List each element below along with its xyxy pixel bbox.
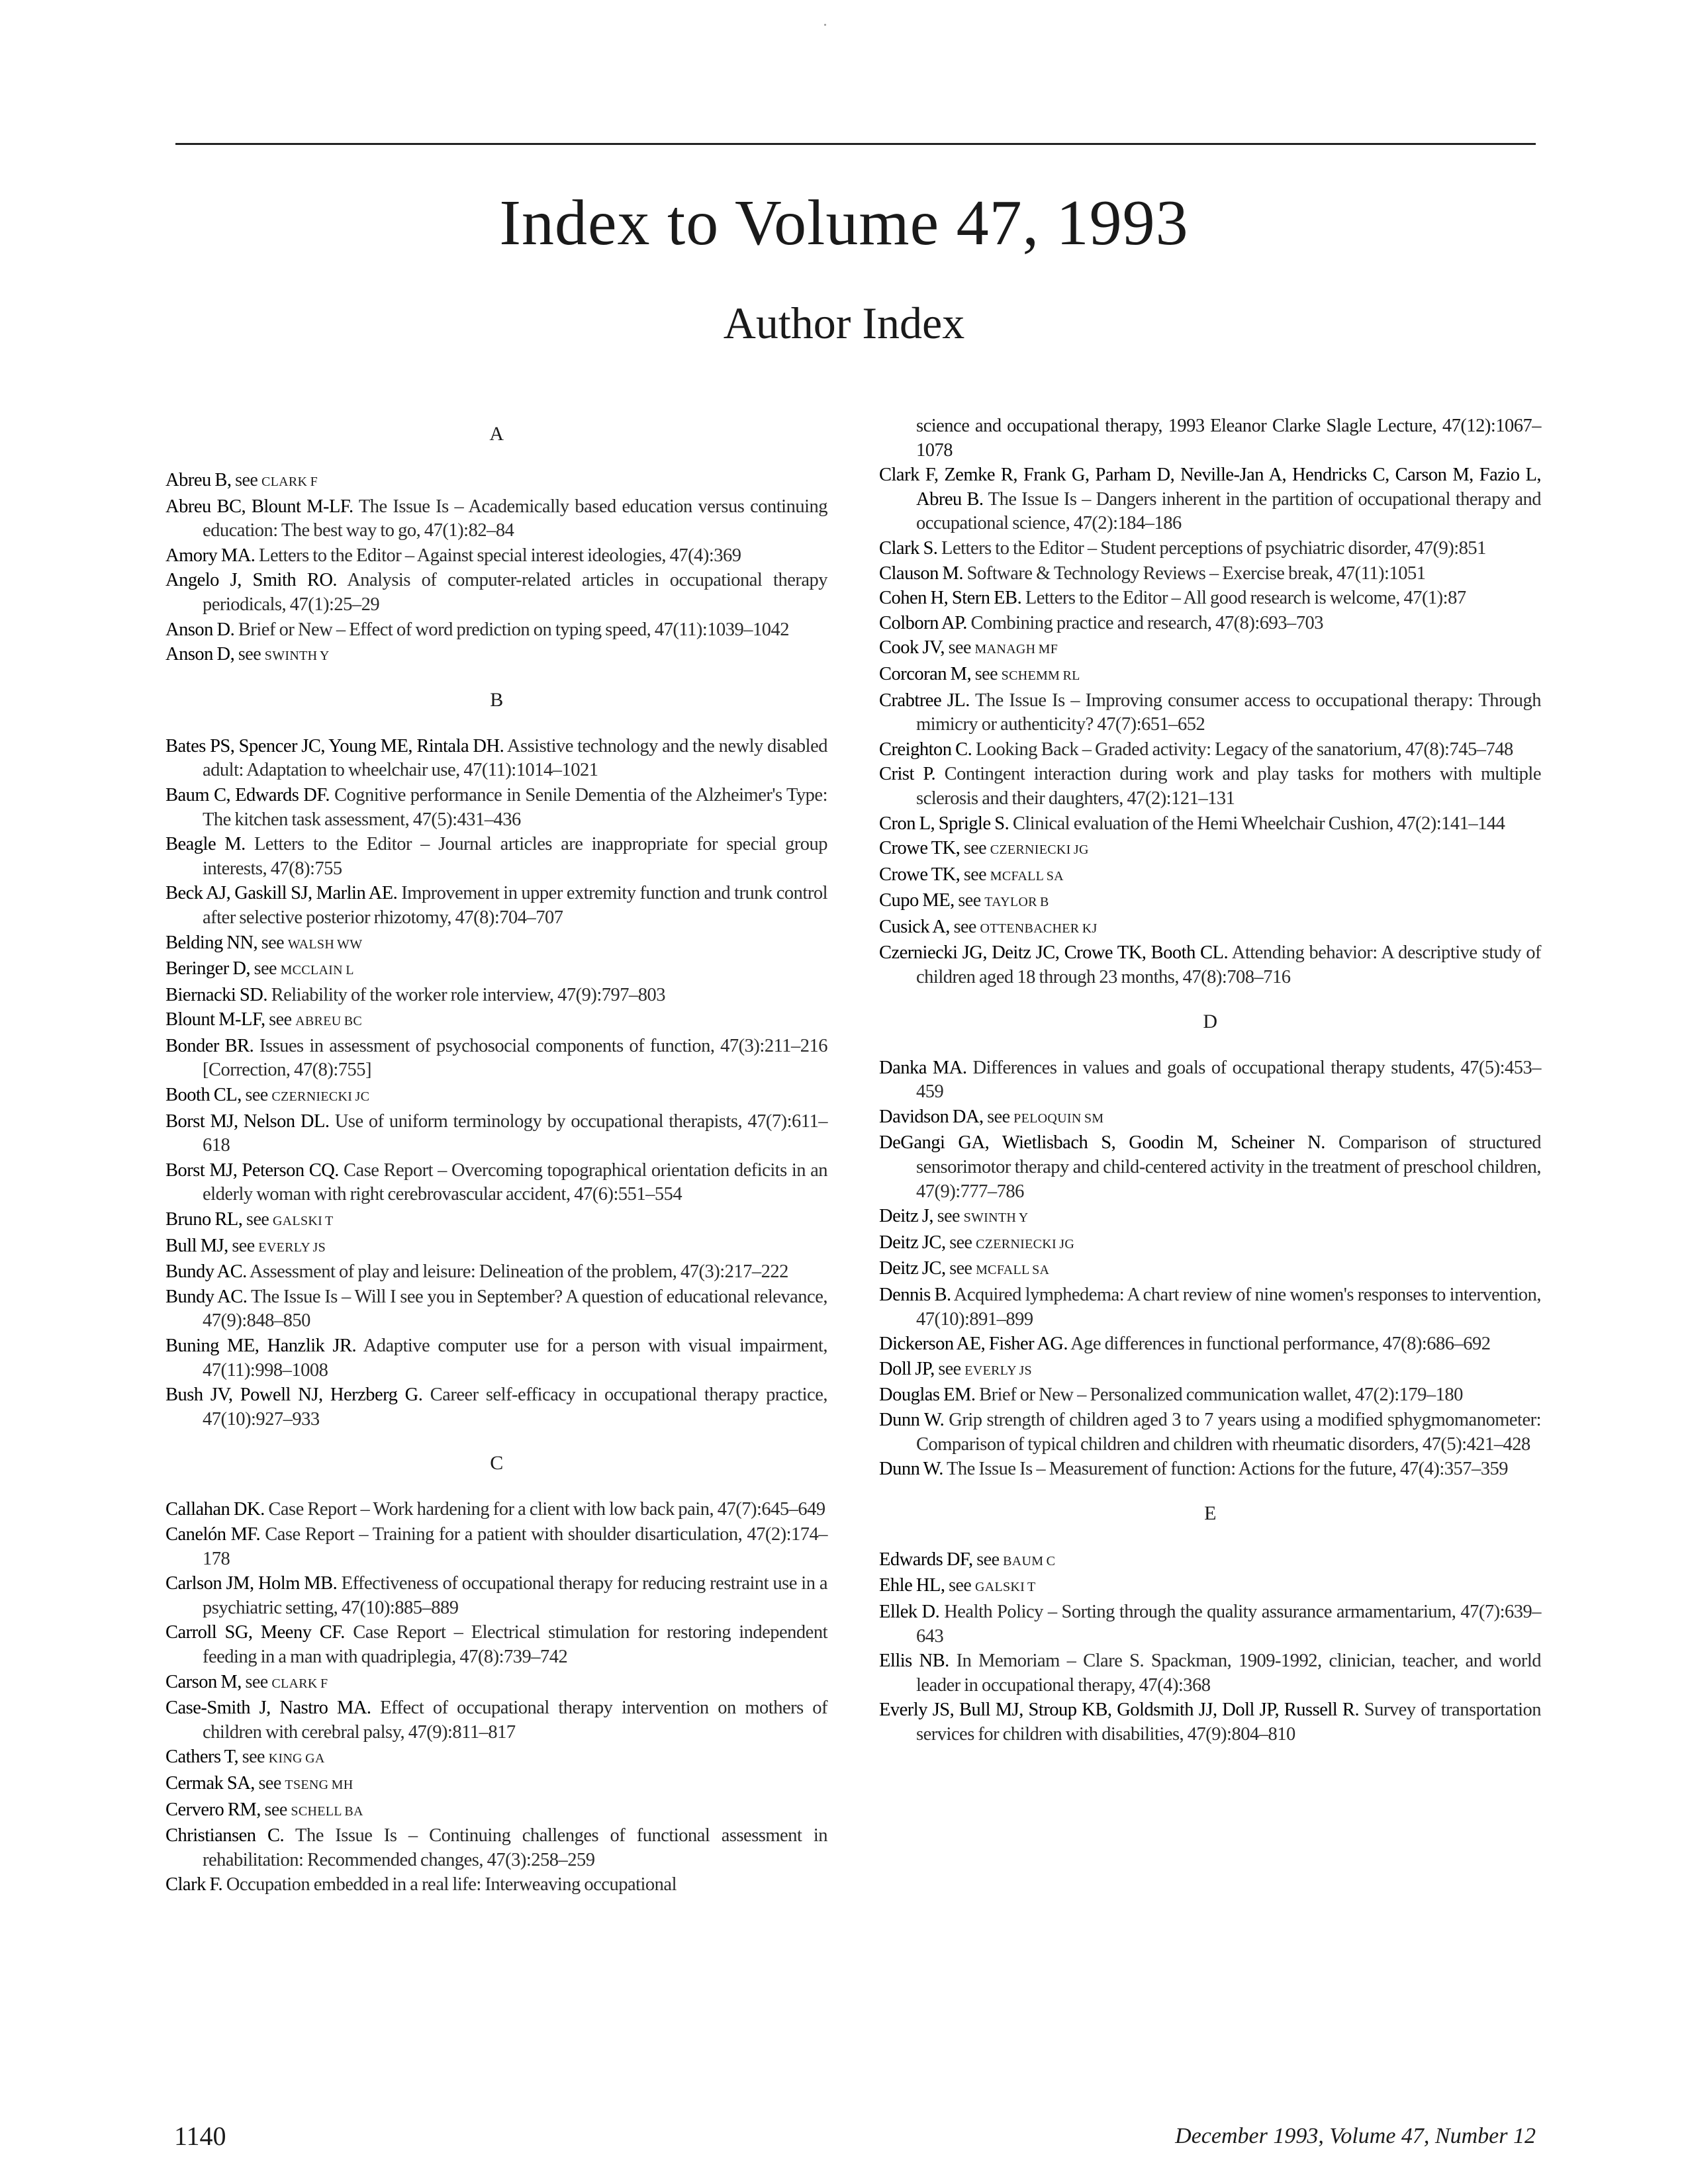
- index-entry: [165, 1696, 827, 1745]
- scan-speck: [824, 24, 826, 26]
- index-entry: [879, 941, 1541, 989]
- entry-citation: Use of uniform terminology by occupational therapists, 47(7):611–618: [203, 1111, 827, 1156]
- index-cross-reference: [165, 1798, 827, 1824]
- see-label: see: [937, 1206, 960, 1227]
- index-entry: [165, 1334, 827, 1383]
- see-reference: MANAGH MF: [974, 642, 1058, 657]
- index-entry: [879, 562, 1541, 586]
- entry-authors: Cupo ME,: [879, 890, 955, 911]
- entry-authors: Edwards DF,: [879, 1549, 973, 1570]
- index-cross-reference: [879, 1105, 1541, 1131]
- entry-authors: Amory MA.: [165, 545, 256, 566]
- right-column: [879, 414, 1541, 1748]
- entry-authors: Ehle HL,: [879, 1575, 945, 1596]
- index-entry: [165, 1621, 827, 1669]
- see-reference: WALSH WW: [287, 936, 363, 952]
- index-entry: [165, 569, 827, 617]
- alphabet-heading: D: [1203, 1010, 1217, 1032]
- entry-authors: Davidson DA,: [879, 1106, 984, 1127]
- entry-authors: Clark S.: [879, 537, 938, 559]
- page-title: Index to Volume 47, 1993: [499, 187, 1189, 259]
- entry-authors: Booth CL,: [165, 1085, 242, 1106]
- see-label: see: [958, 890, 981, 911]
- index-entry: [165, 1873, 827, 1897]
- entry-authors: Cusick A,: [879, 916, 950, 937]
- index-entry: [165, 1523, 827, 1571]
- entry-citation: Survey of transportation services for children with disabilities, 47(9):804–810: [916, 1700, 1542, 1745]
- entry-citation: The Issue Is – Improving consumer access to occupational therapy: Through mimicry or authenticity? 47(7):651–652: [916, 690, 1541, 735]
- entry-authors: Danka MA.: [879, 1057, 967, 1078]
- index-cross-reference: [165, 1083, 827, 1109]
- entry-authors: Anson D,: [165, 644, 235, 665]
- see-reference: BAUM C: [1003, 1553, 1056, 1569]
- entry-authors: Canelón MF.: [165, 1524, 261, 1545]
- index-cross-reference: [165, 1208, 827, 1234]
- see-reference: EVERLY JS: [258, 1240, 326, 1255]
- entry-citation: Cognitive performance in Senile Dementia of the Alzheimer's Type: The kitchen task assessment, 47(5):431–436: [203, 784, 827, 830]
- entry-authors: Bundy AC.: [165, 1261, 247, 1283]
- entry-authors: Deitz J,: [879, 1206, 934, 1227]
- entry-citation: Software & Technology Reviews – Exercise break, 47(11):1051: [966, 563, 1426, 584]
- index-entry: [879, 1649, 1541, 1698]
- entry-authors: Baum C, Edwards DF.: [165, 784, 330, 805]
- see-label: see: [254, 958, 277, 979]
- entry-citation: Reliability of the worker role interview, 47(9):797–803: [271, 984, 666, 1005]
- see-reference: CLARK F: [261, 475, 318, 489]
- see-reference: TAYLOR B: [984, 895, 1049, 910]
- index-cross-reference: [879, 636, 1541, 662]
- entry-citation: Effectiveness of occupational therapy for reducing restraint use in a psychiatric setting, 47(10):885–889: [203, 1573, 828, 1618]
- see-label: see: [238, 644, 261, 665]
- entry-citation: Comparison of structured sensorimotor therapy and child-centered activity in the treatment of preschool children, 47(9):777–786: [916, 1132, 1542, 1202]
- entry-citation: Contingent interaction during work and play tasks for mothers with multiple sclerosis and their daughters, 47(2):121–131: [916, 764, 1542, 809]
- entry-authors: Cron L, Sprigle S.: [879, 813, 1009, 834]
- see-reference: ABREU BC: [295, 1014, 363, 1029]
- entry-authors: Bonder BR.: [165, 1035, 254, 1056]
- top-rule: [175, 143, 1536, 145]
- see-label: see: [235, 470, 258, 490]
- entry-authors: Abreu BC, Blount M-LF.: [165, 496, 353, 517]
- entry-citation: The Issue Is – Continuing challenges of functional assessment in rehabilitation: Recommended changes, 47(3):258–259: [203, 1825, 827, 1870]
- index-entry: [879, 812, 1541, 837]
- index-cross-reference: [165, 1234, 827, 1260]
- entry-citation: Brief or New – Effect of word prediction on typing speed, 47(11):1039–1042: [238, 619, 790, 640]
- entry-authors: Ellis NB.: [879, 1651, 949, 1672]
- see-reference: CLARK F: [271, 1676, 328, 1691]
- entry-authors: Cohen H, Stern EB.: [879, 588, 1022, 609]
- index-entry: [879, 586, 1541, 611]
- page-number: 1140: [174, 2121, 226, 2151]
- entry-authors: Borst MJ, Peterson CQ.: [165, 1160, 339, 1181]
- see-reference: SCHELL BA: [291, 1803, 363, 1819]
- index-cross-reference: [879, 1357, 1541, 1383]
- see-reference: CZERNIECKI JC: [271, 1089, 370, 1105]
- entry-citation: Combining practice and research, 47(8):693–703: [970, 612, 1324, 633]
- entry-authors: Carroll SG, Meeny CF.: [165, 1622, 345, 1643]
- entry-citation: Differences in values and goals of occupational therapy students, 47(5):453–459: [916, 1057, 1541, 1103]
- entry-authors: Czerniecki JG, Deitz JC, Crowe TK, Booth CL.: [879, 942, 1229, 964]
- see-reference: MCFALL SA: [976, 1263, 1050, 1278]
- entry-citation: Effect of occupational therapy intervention on mothers of children with cerebral palsy, 47(9):811–817: [203, 1698, 828, 1743]
- see-label: see: [232, 1235, 255, 1256]
- entry-authors: Creighton C.: [879, 739, 972, 760]
- see-label: see: [948, 637, 971, 659]
- entry-authors: Biernacki SD.: [165, 984, 267, 1005]
- index-entry: [879, 1131, 1541, 1204]
- entry-authors: Case-Smith J, Nastro MA.: [165, 1698, 371, 1719]
- alphabet-heading: A: [489, 423, 504, 445]
- entry-authors: Clark F.: [165, 1874, 223, 1895]
- see-label: see: [269, 1009, 292, 1030]
- entry-authors: Crowe TK,: [879, 864, 961, 885]
- entry-citation: Letters to the Editor – Student perceptions of psychiatric disorder, 47(9):851: [941, 537, 1486, 559]
- entry-citation: Occupation embedded in a real life: Interweaving occupational: [226, 1874, 677, 1895]
- section-title: Author Index: [723, 298, 965, 348]
- entry-authors: Bull MJ,: [165, 1235, 228, 1256]
- index-cross-reference: [165, 469, 827, 494]
- see-label: see: [976, 1549, 1000, 1570]
- entry-authors: Clauson M.: [879, 563, 964, 584]
- entry-citation: Assessment of play and leisure: Delineation of the problem, 47(3):217–222: [249, 1261, 788, 1283]
- see-reference: SCHEMM RL: [1001, 668, 1080, 683]
- entry-citation: Letters to the Editor – All good research is welcome, 47(1):87: [1025, 588, 1466, 609]
- entry-authors: Deitz JC,: [879, 1258, 946, 1279]
- index-cross-reference: [879, 1257, 1541, 1283]
- index-entry: [165, 983, 827, 1008]
- entry-authors: Borst MJ, Nelson DL.: [165, 1111, 330, 1132]
- see-label: see: [938, 1358, 961, 1379]
- index-cross-reference: [165, 957, 827, 983]
- see-reference: PELOQUIN SM: [1013, 1111, 1104, 1126]
- index-entry: [879, 1056, 1541, 1105]
- entry-citation: Letters to the Editor – Journal articles are inappropriate for special group interests, 47(8):755: [203, 834, 828, 879]
- entry-citation: Health Policy – Sorting through the quality assurance armamentarium, 47(7):639–643: [916, 1601, 1541, 1647]
- see-reference: CZERNIECKI JG: [976, 1236, 1075, 1251]
- entry-authors: Beringer D,: [165, 958, 251, 979]
- index-cross-reference: [165, 1008, 827, 1034]
- index-entry: [879, 537, 1541, 561]
- entry-authors: Colborn AP.: [879, 612, 967, 633]
- entry-continuation: science and occupational therapy, 1993 Eleanor Clarke Slagle Lecture, 47(12):1067–1078: [916, 416, 1541, 461]
- entry-authors: Blount M-LF,: [165, 1009, 265, 1030]
- entry-authors: Callahan DK.: [165, 1499, 265, 1520]
- index-cross-reference: [879, 837, 1541, 862]
- entry-citation: Case Report – Training for a patient with shoulder disarticulation, 47(2):174–178: [203, 1524, 828, 1569]
- entry-authors: DeGangi GA, Wietlisbach S, Goodin M, Scheiner N.: [879, 1132, 1325, 1154]
- entry-authors: Everly JS, Bull MJ, Stroup KB, Goldsmith JJ, Doll JP, Russell R.: [879, 1700, 1360, 1721]
- see-reference: TSENG MH: [285, 1777, 353, 1792]
- index-cross-reference: [879, 662, 1541, 688]
- see-label: see: [963, 838, 987, 859]
- index-entry: [165, 1285, 827, 1334]
- see-label: see: [963, 864, 987, 885]
- see-label: see: [949, 1575, 972, 1596]
- entry-authors: Corcoran M,: [879, 663, 972, 684]
- index-entry: [165, 1572, 827, 1620]
- entry-citation: Analysis of computer-related articles in occupational therapy periodicals, 47(1):25–29: [203, 570, 827, 615]
- entry-citation: Age differences in functional performance, 47(8):686–692: [1070, 1334, 1491, 1355]
- see-label: see: [246, 1209, 269, 1230]
- see-label: see: [949, 1258, 972, 1279]
- see-label: see: [245, 1085, 268, 1106]
- entry-authors: Cervero RM,: [165, 1799, 261, 1820]
- entry-authors: Abreu B,: [165, 470, 232, 490]
- alphabet-heading: E: [1204, 1502, 1216, 1524]
- entry-authors: Crabtree JL.: [879, 690, 970, 711]
- see-label: see: [949, 1232, 972, 1253]
- entry-citation: Case Report – Electrical stimulation for restoring independent feeding in a man with quadriplegia, 47(8):739–742: [203, 1622, 827, 1667]
- entry-authors: Carlson JM, Holm MB.: [165, 1573, 338, 1594]
- entry-citation: In Memoriam – Clare S. Spackman, 1909-1992, clinician, teacher, and world leader in occupational therapy, 47(4):368: [916, 1651, 1542, 1696]
- entry-authors: Angelo J, Smith RO.: [165, 570, 338, 591]
- index-entry: [879, 762, 1541, 811]
- index-entry: [165, 618, 827, 643]
- index-entry: [165, 1034, 827, 1083]
- see-label: see: [261, 932, 285, 953]
- see-label: see: [953, 916, 976, 937]
- entry-authors: Beck AJ, Gaskill SJ, Marlin AE.: [165, 883, 398, 904]
- entry-authors: Bundy AC.: [165, 1286, 248, 1307]
- alphabet-heading: C: [490, 1452, 503, 1475]
- index-cross-reference: [165, 931, 827, 957]
- entry-authors: Carson M,: [165, 1671, 242, 1692]
- entry-citation: Clinical evaluation of the Hemi Wheelchair Cushion, 47(2):141–144: [1012, 813, 1505, 834]
- index-cross-reference: [879, 1574, 1541, 1600]
- index-entry: [879, 1383, 1541, 1408]
- see-label: see: [987, 1106, 1010, 1127]
- see-label: see: [974, 663, 998, 684]
- entry-citation: Acquired lymphedema: A chart review of nine women's responses to intervention, 47(10):891–899: [916, 1285, 1542, 1330]
- entry-citation: Issues in assessment of psychosocial components of function, 47(3):211–216 [Correction, 47(8):755]: [203, 1035, 828, 1081]
- entry-citation: Career self-efficacy in occupational therapy practice, 47(10):927–933: [203, 1385, 827, 1430]
- entry-authors: Ellek D.: [879, 1601, 940, 1622]
- entry-authors: Deitz JC,: [879, 1232, 946, 1253]
- entry-citation: Attending behavior: A descriptive study of children aged 18 through 23 months, 47(8):708–716: [916, 942, 1541, 988]
- see-reference: EVERLY JS: [964, 1363, 1032, 1378]
- entry-authors: Bates PS, Spencer JC, Young ME, Rintala DH.: [165, 735, 504, 756]
- entry-citation: Improvement in upper extremity function and trunk control after selective posterior rhizotomy, 47(8):704–707: [203, 883, 828, 928]
- index-entry: [879, 738, 1541, 762]
- left-column: [165, 410, 827, 1898]
- entry-authors: Buning ME, Hanzlik JR.: [165, 1336, 357, 1356]
- index-entry: [879, 612, 1541, 636]
- see-reference: GALSKI T: [272, 1214, 334, 1229]
- index-entry: [165, 1260, 827, 1285]
- entry-citation: Case Report – Work hardening for a client with low back pain, 47(7):645–649: [268, 1499, 825, 1520]
- entry-authors: Cathers T,: [165, 1747, 239, 1768]
- entry-authors: Douglas EM.: [879, 1385, 976, 1406]
- entry-authors: Dunn W.: [879, 1409, 945, 1430]
- index-cross-reference: [879, 915, 1541, 941]
- entry-citation: Case Report – Overcoming topographical orientation deficits in an elderly woman with right cerebrovascular accident, 47(6):551–554: [203, 1160, 827, 1205]
- index-entry: [879, 463, 1541, 536]
- entry-authors: Doll JP,: [879, 1358, 935, 1379]
- entry-citation: The Issue Is – Measurement of function: Actions for the future, 47(4):357–359: [946, 1459, 1509, 1480]
- index-entry: [879, 1408, 1541, 1457]
- entry-citation: Assistive technology and the newly disabled adult: Adaptation to wheelchair use, 47(11):1014–1021: [203, 735, 827, 781]
- index-entry: [165, 784, 827, 832]
- see-label: see: [258, 1772, 281, 1794]
- see-label: see: [245, 1671, 268, 1692]
- entry-citation: Letters to the Editor – Against special interest ideologies, 47(4):369: [259, 545, 741, 566]
- entry-authors: Dennis B.: [879, 1285, 951, 1305]
- index-cross-reference: [879, 889, 1541, 915]
- see-reference: KING GA: [268, 1751, 325, 1766]
- index-cross-reference: [165, 1745, 827, 1771]
- index-entry: [879, 689, 1541, 737]
- entry-citation: Grip strength of children aged 3 to 7 years using a modified sphygmomanometer: Comparison of typical children and children with rheumatic disorders, 47(5):421–428: [916, 1409, 1542, 1455]
- see-reference: SWINTH Y: [963, 1210, 1029, 1226]
- index-entry: [165, 495, 827, 543]
- index-cross-reference: [165, 643, 827, 668]
- index-entry: [165, 1498, 827, 1522]
- entry-citation: The Issue Is – Will I see you in September? A question of educational relevance, 47(9):848–850: [203, 1286, 827, 1332]
- entry-authors: Beagle M.: [165, 834, 246, 855]
- see-label: see: [242, 1747, 265, 1768]
- entry-authors: Christiansen C.: [165, 1825, 285, 1846]
- see-reference: CZERNIECKI JG: [990, 842, 1089, 858]
- index-entry: [879, 1698, 1541, 1747]
- see-reference: OTTENBACHER KJ: [980, 921, 1098, 936]
- index-cross-reference: [165, 1772, 827, 1797]
- entry-citation: The Issue Is – Dangers inherent in the partition of occupational therapy and occupational science, 47(2):184–186: [916, 488, 1541, 534]
- index-entry: [879, 1457, 1541, 1482]
- index-entry: [165, 1159, 827, 1207]
- index-entry: [165, 544, 827, 569]
- index-entry: [165, 1110, 827, 1158]
- see-reference: GALSKI T: [974, 1580, 1036, 1595]
- entry-citation: Looking Back – Graded activity: Legacy of the sanatorium, 47(8):745–748: [975, 739, 1513, 760]
- index-entry: [879, 1332, 1541, 1357]
- entry-citation: The Issue Is – Academically based education versus continuing education: The best way to go, 47(1):82–84: [203, 496, 827, 541]
- index-entry: [879, 1283, 1541, 1332]
- index-cross-reference: [165, 1670, 827, 1696]
- index-cross-reference: [879, 863, 1541, 889]
- index-entry: [165, 1824, 827, 1872]
- issue-footer: December 1993, Volume 47, Number 12: [1175, 2124, 1536, 2148]
- index-cross-reference: [879, 1231, 1541, 1257]
- entry-citation: Adaptive computer use for a person with visual impairment, 47(11):998–1008: [203, 1336, 827, 1381]
- see-reference: SWINTH Y: [264, 649, 330, 664]
- entry-authors: Dickerson AE, Fisher AG.: [879, 1334, 1068, 1355]
- see-reference: MCFALL SA: [990, 868, 1064, 884]
- entry-authors: Bruno RL,: [165, 1209, 243, 1230]
- see-label: see: [264, 1799, 287, 1820]
- entry-authors: Clark F, Zemke R, Frank G, Parham D, Neville-Jan A, Hendricks C, Carson M, Fazio L, Abreu B.: [879, 465, 1541, 510]
- index-entry: [165, 833, 827, 881]
- index-entry: [165, 735, 827, 783]
- entry-citation: Brief or New – Personalized communication wallet, 47(2):179–180: [979, 1385, 1463, 1406]
- entry-authors: Belding NN,: [165, 932, 258, 953]
- index-cross-reference: [879, 1205, 1541, 1230]
- entry-authors: Bush JV, Powell NJ, Herzberg G.: [165, 1385, 423, 1406]
- entry-authors: Cermak SA,: [165, 1772, 255, 1794]
- entry-authors: Crowe TK,: [879, 838, 961, 859]
- entry-authors: Dunn W.: [879, 1459, 943, 1480]
- entry-authors: Cook JV,: [879, 637, 945, 659]
- index-entry: [165, 882, 827, 930]
- index-cross-reference: [879, 1548, 1541, 1574]
- alphabet-heading: B: [490, 688, 503, 711]
- index-entry: [879, 1600, 1541, 1649]
- entry-authors: Crist P.: [879, 764, 936, 785]
- entry-authors: Anson D.: [165, 619, 235, 640]
- index-entry: [165, 1383, 827, 1432]
- see-reference: MCCLAIN L: [280, 963, 354, 978]
